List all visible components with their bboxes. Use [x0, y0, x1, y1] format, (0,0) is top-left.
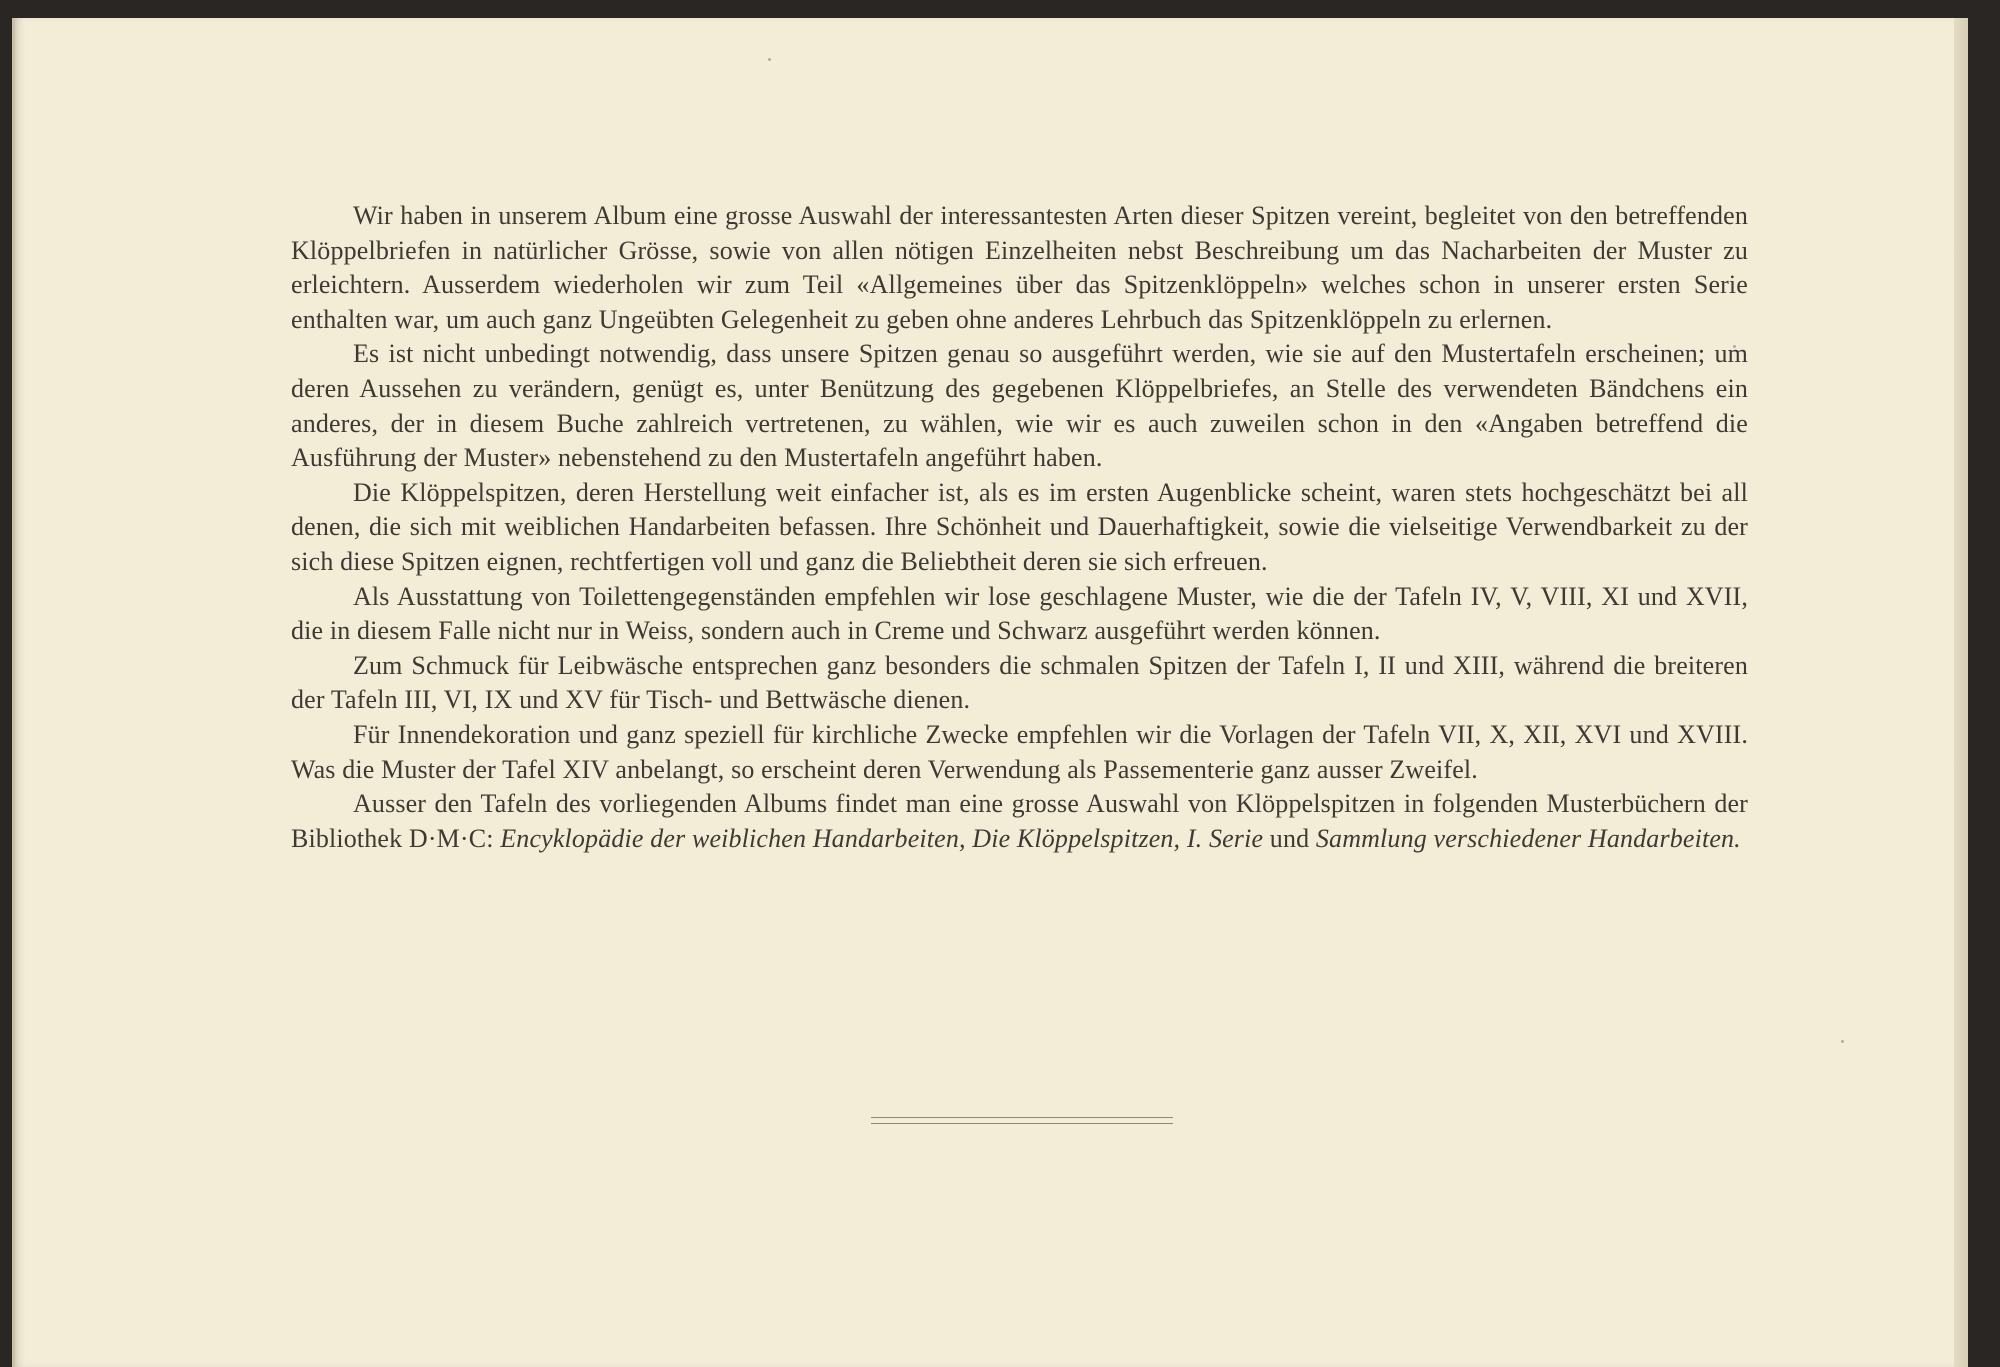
book-title-encyklopaedie: Encyklopädie der weiblichen Handarbeiten, Die Klöppelspitzen, I. Serie: [500, 823, 1264, 853]
paragraph-1: Wir haben in unserem Album eine grosse Auswahl der interessantesten Arten dieser Spitzen vereint, begleitet von den betreffenden Klöppelbriefen in natürlicher Grösse, sowie von allen nötigen Einzelheiten nebst Beschreibung um das Nacharbeiten der Muster zu erleichtern. Ausserdem wiederholen wir zum Teil «Allgemeines über das Spitzenklöppeln» welches schon in unserer ersten Serie enthalten war, um auch ganz Ungeübten Gelegenheit zu geben ohne anderes Lehrbuch das Spitzenklöppeln zu erlernen.: [291, 201, 1748, 334]
double-rule-top: [871, 1117, 1173, 1118]
paragraph-7-lead: Ausser den Tafeln des vorliegenden Albums findet man eine grosse Auswahl von Klöppelspitzen in folgenden Musterbüchern der Bibliothek D·M·C:: [291, 789, 1748, 853]
paragraph-5: Zum Schmuck für Leibwäsche entsprechen ganz besonders die schmalen Spitzen der Tafeln I, II und XIII, während die breiteren der Tafeln III, VI, IX und XV für Tisch- und Bettwäsche dienen.: [291, 650, 1748, 715]
paragraph-3: Die Klöppelspitzen, deren Herstellung weit einfacher ist, als es im ersten Augenblicke scheint, waren stets hochgeschätzt bei all denen, die sich mit weiblichen Handarbeiten befassen. Ihre Schönheit und Dauerhaftigkeit, sowie die vielseitige Verwendbarkeit zu der sich diese Spitzen eignen, rechtfertigen voll und ganz die Beliebtheit deren sie sich erfreuen.: [291, 477, 1748, 576]
book-title-sammlung: Sammlung verschiedener Handarbeiten.: [1315, 823, 1741, 853]
page-edge: [1954, 18, 1968, 1367]
paper-speck: [768, 58, 771, 61]
double-rule-bottom: [871, 1123, 1173, 1124]
paragraph-7: [291, 787, 1748, 856]
paper-speck: [1841, 1040, 1844, 1043]
body-text: [291, 199, 1748, 856]
paragraph-6: Für Innendekoration und ganz speziell für kirchliche Zwecke empfehlen wir die Vorlagen der Tafeln VII, X, XII, XVI und XVIII. Was die Muster der Tafel XIV anbelangt, so erscheint deren Verwendung als Passementerie ganz ausser Zweifel.: [291, 719, 1748, 784]
paragraph-2: Es ist nicht unbedingt notwendig, dass unsere Spitzen genau so ausgeführt werden, wie sie auf den Mustertafeln erscheinen; um deren Aussehen zu verändern, genügt es, unter Benützung des gegebenen Klöppelbriefes, an Stelle des verwendeten Bändchens ein anderes, der in diesem Buche zahlreich vertretenen, zu wählen, wie wir es auch zuweilen schon in den «Angaben betreffend die Ausführung der Muster» nebenstehend zu den Mustertafeln angeführt haben.: [291, 339, 1748, 473]
paragraph-4: Als Ausstattung von Toilettengegenständen empfehlen wir lose geschlagene Muster, wie die der Tafeln IV, V, VIII, XI und XVII, die in diesem Falle nicht nur in Weiss, sondern auch in Creme und Schwarz ausgeführt werden können.: [291, 581, 1748, 646]
paragraph-7-connector: und: [1263, 823, 1316, 853]
scan-margin: [1968, 18, 2000, 1367]
